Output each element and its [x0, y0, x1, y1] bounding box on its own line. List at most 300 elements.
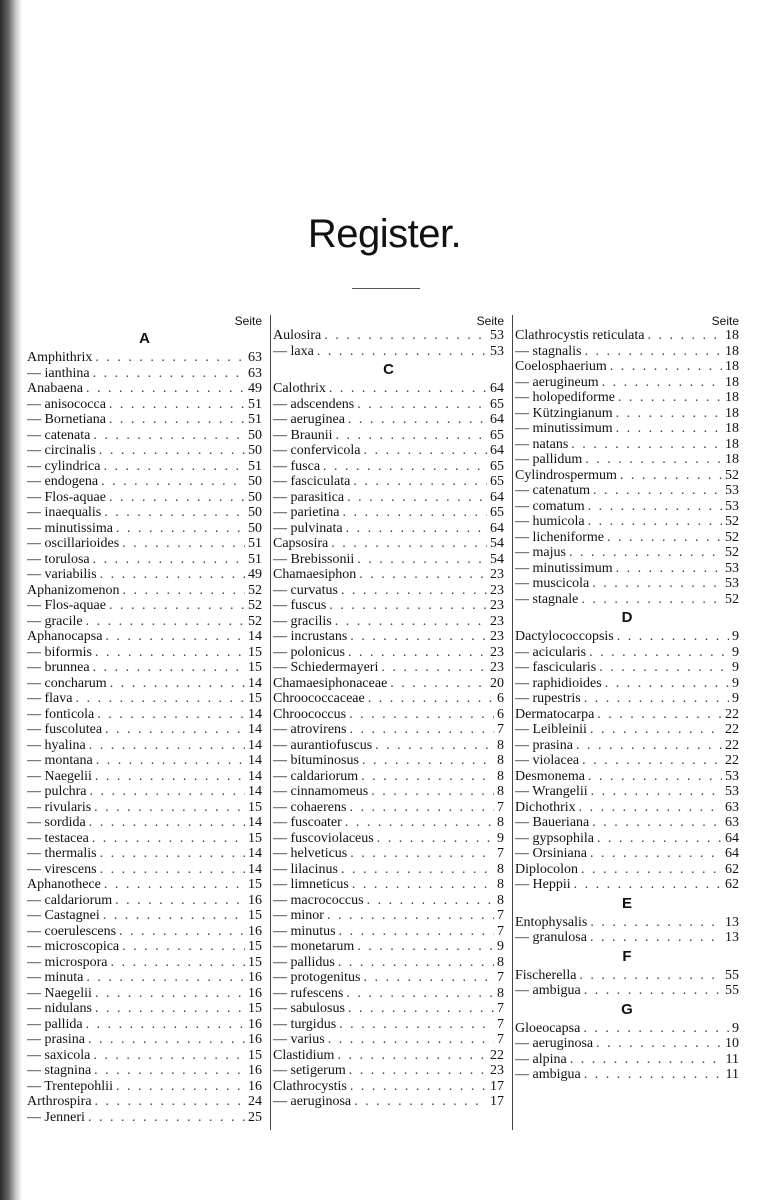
entry-page-number: 15: [248, 1001, 262, 1016]
entry-page-number: 16: [248, 1032, 262, 1047]
entry-page-number: 18: [725, 436, 739, 452]
entry-name: — fuscus: [273, 598, 327, 613]
entry-page-number: 16: [248, 1063, 262, 1078]
entry-name: Desmonema: [515, 768, 585, 784]
entry-name: — caldariorum: [273, 768, 359, 784]
entry-page-number: 54: [490, 536, 504, 551]
index-entry: [27, 1001, 262, 1017]
entry-page-number: 53: [725, 498, 739, 514]
entry-name: — setigerum: [273, 1063, 346, 1078]
dot-leader: [581, 983, 722, 999]
entry-name: — fuscolutea: [27, 722, 103, 737]
entry-name: — pallida: [27, 1016, 83, 1032]
entry-page-number: 18: [725, 374, 739, 390]
index-column-1-body: [27, 315, 262, 1125]
entry-name: — raphidioides: [515, 675, 602, 691]
entry-name: — stagnina: [27, 1063, 92, 1078]
dot-leader: [345, 1001, 494, 1017]
dot-leader: [101, 877, 245, 893]
dot-leader: [107, 676, 245, 692]
entry-page-number: 51: [248, 536, 262, 551]
entry-name: Arthrospira: [27, 1094, 92, 1109]
entry-name: — Kützingianum: [515, 405, 613, 421]
index-entry: [515, 645, 739, 661]
entry-name: — fuscoviolaceus: [273, 830, 374, 846]
index-entry: [273, 1063, 504, 1079]
dot-leader: [90, 1048, 245, 1064]
dot-leader: [106, 397, 245, 413]
dot-leader: [587, 930, 722, 946]
dot-leader: [320, 459, 487, 475]
dot-leader: [92, 1094, 245, 1110]
entry-page-number: 14: [248, 846, 262, 861]
entry-page-number: 52: [725, 467, 739, 483]
entry-page-number: 55: [725, 967, 739, 983]
index-entry: [273, 815, 504, 831]
entry-name: — coerulescens: [27, 923, 117, 939]
section-letter: F: [622, 947, 632, 965]
entry-page-number: 22: [490, 1047, 504, 1063]
entry-name: — bituminosus: [273, 753, 359, 768]
dot-leader: [83, 970, 245, 986]
entry-page-number: 22: [725, 737, 739, 753]
entry-name: — prasina: [515, 737, 573, 753]
index-entry: [273, 344, 504, 360]
entry-page-number: 7: [497, 799, 504, 815]
entry-page-number: 24: [248, 1094, 262, 1109]
dot-leader: [97, 567, 245, 583]
dot-leader: [106, 598, 245, 614]
dot-leader: [359, 753, 494, 769]
dot-leader: [334, 1048, 487, 1064]
dot-leader: [92, 769, 245, 785]
dot-leader: [101, 505, 245, 521]
index-entry: [515, 1036, 739, 1052]
index-entry: [273, 552, 504, 568]
entry-name: — cylindrica: [27, 458, 101, 474]
entry-page-number: 15: [248, 799, 262, 815]
entry-page-number: 55: [725, 983, 739, 998]
index-entry: [273, 1079, 504, 1095]
dot-leader: [100, 908, 245, 924]
dot-leader: [92, 645, 245, 661]
entry-name: Chamaesiphon: [273, 567, 357, 582]
entry-page-number: 63: [725, 799, 739, 815]
index-entry: [27, 955, 262, 971]
entry-name: — nidulans: [27, 1001, 92, 1016]
entry-name: — biformis: [27, 644, 92, 660]
dot-leader: [585, 514, 722, 530]
entry-name: — atrovirens: [273, 722, 347, 737]
entry-name: — minutissima: [27, 520, 113, 536]
entry-page-number: 52: [725, 529, 739, 545]
entry-name: Calothrix: [273, 381, 326, 396]
entry-page-number: 52: [248, 598, 262, 613]
entry-name: — fonticola: [27, 706, 95, 722]
entry-page-number: 53: [725, 768, 739, 784]
index-entry: [273, 893, 504, 909]
entry-page-number: 8: [497, 861, 504, 877]
entry-name: Gloeocapsa: [515, 1020, 581, 1036]
section-letter: D: [621, 609, 633, 626]
dot-leader: [590, 483, 722, 499]
dot-leader: [86, 784, 245, 800]
index-entry: [515, 499, 739, 515]
entry-name: — aurantiofuscus: [273, 737, 373, 753]
entry-name: — granulosa: [515, 930, 587, 945]
entry-name: Aphanothece: [27, 877, 101, 892]
entry-name: — protogenitus: [273, 970, 361, 985]
entry-name: — muscicola: [515, 576, 590, 591]
entry-page-number: 17: [490, 1078, 504, 1094]
index-entry: [273, 986, 504, 1002]
entry-name: — Braunii: [273, 427, 333, 443]
entry-page-number: 65: [490, 505, 504, 520]
entry-name: — Trentepohlii: [27, 1078, 113, 1094]
entry-page-number: 15: [248, 644, 262, 660]
entry-name: — rivularis: [27, 799, 92, 815]
dot-leader: [338, 862, 494, 878]
index-entry: [27, 490, 262, 506]
dot-leader: [113, 521, 245, 537]
index-entry: [273, 753, 504, 769]
entry-name: — ambigua: [515, 1067, 581, 1082]
index-entry: [273, 505, 504, 521]
entry-page-number: 50: [248, 505, 262, 520]
dot-leader: [89, 831, 245, 847]
dot-leader: [94, 707, 245, 723]
section-letter: G: [621, 1000, 633, 1018]
entry-name: — montana: [27, 753, 93, 768]
dot-leader: [343, 521, 487, 537]
index-entry: [27, 567, 262, 583]
index-entry: [27, 877, 262, 893]
dot-leader: [347, 629, 487, 645]
dot-leader: [614, 629, 729, 645]
entry-name: Entophysalis: [515, 914, 588, 930]
index-entry: [273, 862, 504, 878]
index-entry: [273, 536, 504, 552]
index-entry: [515, 452, 739, 468]
entry-page-number: 14: [248, 861, 262, 877]
dot-leader: [72, 691, 245, 707]
dot-leader: [588, 784, 722, 800]
dot-leader: [325, 1032, 494, 1048]
entry-page-number: 8: [497, 784, 504, 799]
entry-page-number: 17: [490, 1094, 504, 1109]
index-entry: [515, 660, 739, 676]
entry-page-number: 16: [248, 1078, 262, 1094]
entry-name: — catenata: [27, 427, 91, 443]
index-entry: [273, 1001, 504, 1017]
entry-name: — minor: [273, 908, 324, 923]
index-entry: [27, 753, 262, 769]
entry-page-number: 22: [725, 753, 739, 768]
index-entry: [273, 877, 504, 893]
index-entry: [273, 381, 504, 397]
entry-page-number: 15: [248, 830, 262, 846]
dot-leader: [615, 390, 722, 406]
entry-page-number: 22: [725, 706, 739, 722]
index-entry: [27, 722, 262, 738]
index-entry: [515, 576, 739, 592]
dot-leader: [566, 545, 722, 561]
entry-name: — pulvinata: [273, 520, 343, 536]
index-entry: [515, 530, 739, 546]
entry-page-number: 65: [490, 458, 504, 474]
index-entry: [27, 598, 262, 614]
index-entry: [273, 738, 504, 754]
entry-name: Dichothrix: [515, 799, 576, 815]
index-entry: [515, 1067, 739, 1083]
dot-leader: [350, 474, 487, 490]
dot-leader: [573, 738, 722, 754]
index-entry: [27, 583, 262, 599]
section-letter: A: [139, 330, 150, 347]
entry-page-number: 7: [497, 1001, 504, 1016]
entry-name: — rupestris: [515, 691, 581, 706]
index-entry: [515, 514, 739, 530]
dot-leader: [112, 893, 245, 909]
index-entry: [515, 561, 739, 577]
entry-name: — brunnea: [27, 660, 90, 675]
dot-leader: [97, 846, 245, 862]
entry-name: — violacea: [515, 753, 580, 768]
entry-page-number: 14: [248, 768, 262, 784]
index-entry: [273, 955, 504, 971]
entry-name: — adscendens: [273, 396, 355, 412]
entry-name: Anabaena: [27, 381, 83, 396]
entry-page-number: 52: [725, 591, 739, 607]
index-entry: [273, 629, 504, 645]
entry-page-number: 65: [490, 474, 504, 489]
entry-page-number: 23: [490, 660, 504, 675]
index-entry: [515, 862, 739, 878]
dot-leader: [346, 707, 494, 723]
dot-leader: [336, 924, 494, 940]
entry-page-number: 16: [248, 970, 262, 985]
index-entry: [27, 1063, 262, 1079]
index-entry: [515, 390, 739, 406]
entry-page-number: 64: [725, 846, 739, 861]
dot-leader: [93, 753, 245, 769]
entry-page-number: 9: [497, 830, 504, 846]
entry-page-number: 6: [497, 691, 504, 706]
dot-leader: [90, 552, 245, 568]
dot-leader: [120, 583, 245, 599]
entry-page-number: 14: [248, 722, 262, 737]
entry-page-number: 49: [248, 567, 262, 582]
entry-page-number: 18: [725, 421, 739, 436]
index-entry: [27, 397, 262, 413]
entry-name: — minutissimum: [515, 560, 613, 576]
dot-leader: [613, 421, 722, 437]
entry-name: — thermalis: [27, 846, 97, 861]
index-entry: [273, 784, 504, 800]
entry-page-number: 8: [497, 815, 504, 830]
dot-leader: [339, 505, 487, 521]
index-entry: [27, 939, 262, 955]
entry-name: Cylindrospermum: [515, 467, 617, 483]
entry-page-number: 6: [497, 706, 504, 722]
index-entry: [515, 344, 739, 360]
entry-name: — Castagnei: [27, 908, 100, 923]
dot-leader: [356, 567, 487, 583]
index-entry: [273, 1017, 504, 1033]
entry-name: — circinalis: [27, 443, 96, 458]
dot-leader: [91, 1063, 245, 1079]
entry-page-number: 8: [497, 985, 504, 1001]
dot-leader: [576, 968, 722, 984]
index-entry: [27, 831, 262, 847]
entry-page-number: 50: [248, 489, 262, 505]
entry-page-number: 18: [725, 452, 739, 467]
dot-leader: [332, 614, 487, 630]
index-entry: [273, 521, 504, 537]
entry-page-number: 51: [248, 396, 262, 412]
dot-leader: [581, 1067, 723, 1083]
dot-leader: [119, 939, 245, 955]
dot-leader: [83, 381, 245, 397]
dot-leader: [346, 1063, 487, 1079]
dot-leader: [344, 490, 487, 506]
index-entry: [273, 583, 504, 599]
entry-name: — polonicus: [273, 644, 345, 660]
entry-page-number: 7: [497, 923, 504, 939]
entry-page-number: 23: [490, 582, 504, 598]
dot-leader: [324, 908, 494, 924]
dot-leader: [83, 1017, 245, 1033]
index-entry: [273, 908, 504, 924]
entry-page-number: 13: [725, 914, 739, 930]
entry-page-number: 18: [725, 405, 739, 421]
dot-leader: [354, 939, 494, 955]
index-entry: [515, 968, 739, 984]
index-entry: [515, 915, 739, 931]
index-entry: [515, 769, 739, 785]
entry-page-number: 52: [725, 545, 739, 560]
entry-page-number: 16: [248, 892, 262, 908]
entry-name: — Brebissonii: [273, 551, 355, 567]
dot-leader: [90, 366, 245, 382]
entry-name: — Bornetiana: [27, 412, 106, 427]
entry-name: — fascicularis: [515, 660, 597, 675]
entry-name: — sabulosus: [273, 1001, 345, 1016]
index-entry: [515, 375, 739, 391]
index-entry: [27, 970, 262, 986]
entry-page-number: 50: [248, 520, 262, 536]
index-entry: [27, 1094, 262, 1110]
dot-leader: [374, 831, 494, 847]
index-entry: [515, 359, 739, 375]
index-entry: [273, 645, 504, 661]
entry-page-number: 64: [490, 412, 504, 427]
entry-name: Coelosphaerium: [515, 359, 607, 374]
entry-page-number: 23: [490, 567, 504, 582]
entry-page-number: 64: [490, 520, 504, 536]
index-entry: [27, 1048, 262, 1064]
page-binding-edge: [0, 0, 22, 1200]
index-entry: [273, 567, 504, 583]
entry-page-number: 23: [490, 644, 504, 660]
entry-page-number: 9: [732, 644, 739, 660]
dot-leader: [328, 536, 487, 552]
entry-name: — Leibleinii: [515, 722, 587, 737]
index-column-2-body: [271, 315, 504, 1110]
index-entry: [27, 815, 262, 831]
dot-leader: [578, 862, 722, 878]
dot-leader: [113, 1079, 245, 1095]
entry-name: — Naegelii: [27, 768, 92, 784]
dot-leader: [119, 536, 245, 552]
index-entry: [27, 846, 262, 862]
entry-name: — Heppii: [515, 877, 571, 892]
entry-page-number: 14: [248, 706, 262, 722]
entry-name: Fischerella: [515, 967, 577, 983]
entry-name: Aphanocapsa: [27, 629, 103, 644]
entry-name: — parasitica: [273, 489, 345, 505]
index-entry: [273, 412, 504, 428]
dot-leader: [326, 381, 487, 397]
dot-leader: [587, 846, 722, 862]
index-entry: [27, 738, 262, 754]
entry-name: — aeruginosa: [273, 1094, 352, 1109]
dot-leader: [360, 443, 487, 459]
entry-page-number: 14: [248, 784, 262, 799]
dot-leader: [343, 986, 494, 1002]
entry-page-number: 8: [497, 877, 504, 892]
entry-page-number: 7: [497, 722, 504, 737]
entry-page-number: 15: [248, 954, 262, 970]
entry-page-number: 16: [248, 1016, 262, 1032]
index-entry: [27, 986, 262, 1002]
index-entry: [27, 521, 262, 537]
index-entry: [27, 1017, 262, 1033]
index-entry: [515, 545, 739, 561]
index-entry: [27, 381, 262, 397]
entry-page-number: 15: [248, 660, 262, 675]
index-entry: [27, 629, 262, 645]
entry-page-number: 8: [497, 892, 504, 908]
index-entry: [27, 676, 262, 692]
entry-page-number: 25: [248, 1109, 262, 1125]
entry-page-number: 22: [725, 722, 739, 737]
entry-page-number: 9: [732, 1020, 739, 1036]
index-entry: [27, 552, 262, 568]
entry-name: — prasina: [27, 1032, 85, 1047]
entry-name: — virescens: [27, 861, 97, 877]
dot-leader: [372, 738, 494, 754]
seite-header: Seite: [476, 314, 504, 328]
dot-leader: [604, 530, 722, 546]
entry-page-number: 20: [490, 675, 504, 691]
entry-name: Chamaesiphonaceae: [273, 675, 388, 691]
entry-page-number: 18: [725, 359, 739, 374]
entry-name: — microscopica: [27, 939, 120, 954]
index-entry: [273, 939, 504, 955]
index-entry: [273, 846, 504, 862]
index-entry: [27, 908, 262, 924]
entry-name: — fusca: [273, 458, 321, 474]
entry-page-number: 64: [725, 830, 739, 846]
dot-leader: [596, 660, 729, 676]
title-rule: [352, 288, 420, 289]
dot-leader: [107, 955, 245, 971]
index-entry: [27, 800, 262, 816]
entry-page-number: 51: [248, 551, 262, 567]
index-entry: [515, 691, 739, 707]
entry-name: — confervicola: [273, 443, 361, 458]
